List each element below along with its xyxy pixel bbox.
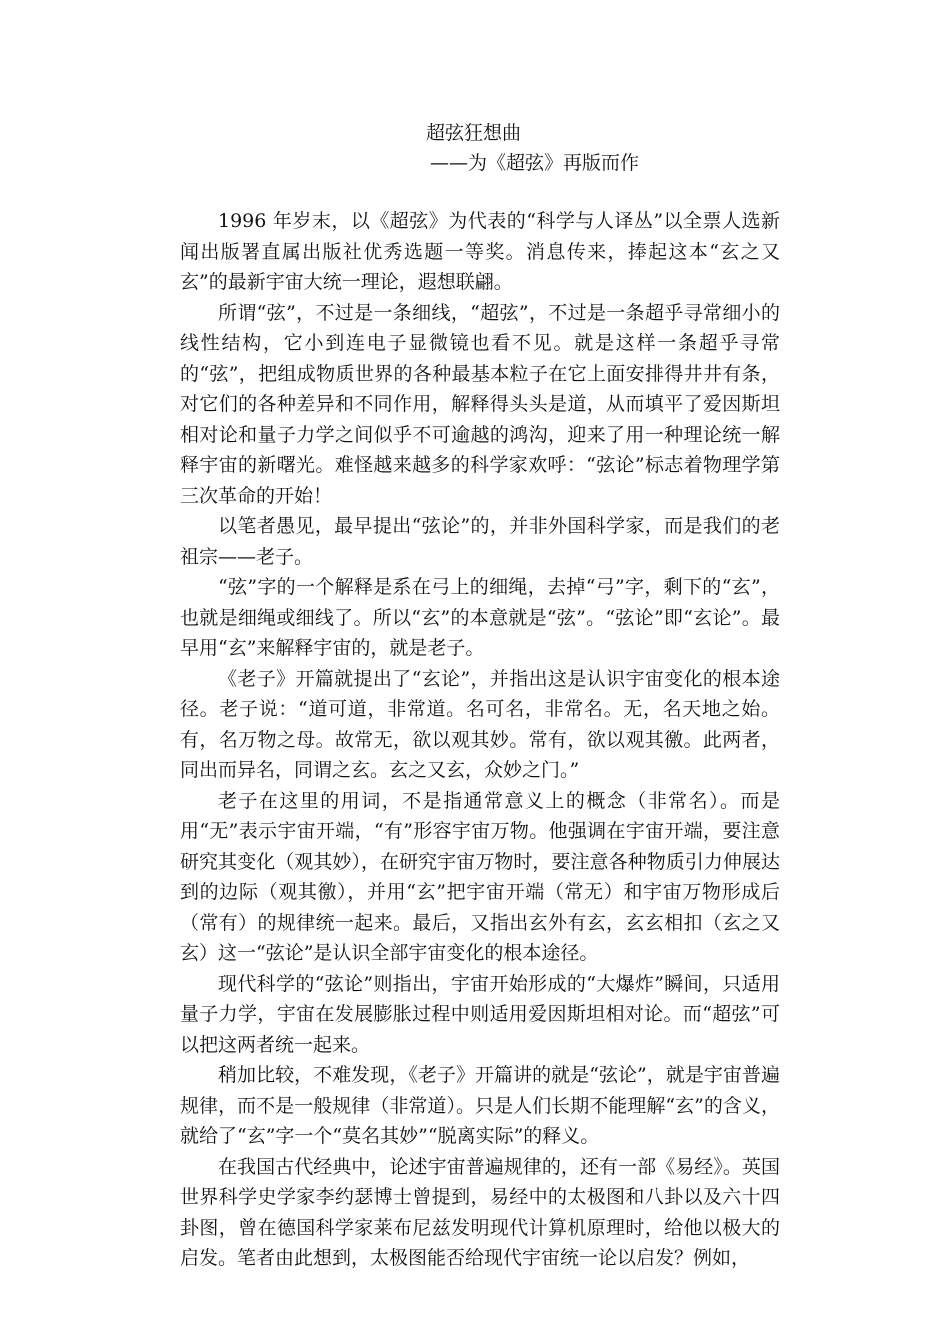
paragraph-6: 老子在这里的用词，不是指通常意义上的概念（非常名）。而是用“无”表示宇宙开端，“有”形容宇宙万物。他强调在宇宙开端，要注意研究其变化（观其妙），在研究宇宙万物时，要注意各种物质引力伸展达到的边际（观其徼），并用“玄”把宇宙开端（常无）和宇宙万物形成后（常有）的规律统一起来。最后，又指出玄外有玄，玄玄相扣（玄之又玄）这一“弦论”是认识全部宇宙变化的根本途径。 [180, 789, 780, 964]
document-subtitle: ——为《超弦》再版而作 [430, 152, 640, 174]
paragraph-5: 《老子》开篇就提出了“玄论”，并指出这是认识宇宙变化的根本途径。老子说：“道可道，非常道。名可名，非常名。无，名天地之始。有，名万物之母。故常无，欲以观其妙。常有，欲以观其徼。此两者，同出而异名，同谓之玄。玄之又玄，众妙之门。” [180, 667, 780, 781]
document-title: 超弦狂想曲 [426, 122, 522, 144]
paragraph-4: “弦”字的一个解释是系在弓上的细绳，去掉“弓”字，剩下的“玄”，也就是细绳或细线了。所以“玄”的本意就是“弦”。“弦论”即“玄论”。最早用“玄”来解释宇宙的，就是老子。 [180, 576, 780, 659]
document-body [180, 206, 780, 1274]
paragraph-9: 在我国古代经典中，论述宇宙普遍规律的，还有一部《易经》。英国世界科学史学家李约瑟博士曾提到，易经中的太极图和八卦以及六十四卦图，曾在德国科学家莱布尼兹发明现代计算机原理时，给他以极大的启发。笔者由此想到，太极图能否给现代宇宙统一论以启发？例如， [180, 1155, 780, 1269]
paragraph-1: 1996 年岁末，以《超弦》为代表的“科学与人译丛”以全票人选新闻出版署直属出版社优秀选题一等奖。消息传来，捧起这本“玄之又玄”的最新宇宙大统一理论，遐想联翩。 [180, 210, 780, 293]
paragraph-3: 以笔者愚见，最早提出“弦论”的，并非外国科学家，而是我们的老祖宗——老子。 [180, 515, 780, 568]
paragraph-7: 现代科学的“弦论”则指出，宇宙开始形成的“大爆炸”瞬间，只适用量子力学，宇宙在发展膨胀过程中则适用爱因斯坦相对论。而“超弦”可以把这两者统一起来。 [180, 972, 780, 1056]
paragraph-2: 所谓“弦”，不过是一条细线，“超弦”，不过是一条超乎寻常细小的线性结构，它小到连电子显微镜也看不见。就是这样一条超乎寻常的“弦”，把组成物质世界的各种最基本粒子在它上面安排得井井有条，对它们的各种差异和不同作用，解释得头头是道，从而填平了爱因斯坦相对论和量子力学之间似乎不可逾越的鸿沟，迎来了用一种理论统一解释宇宙的新曙光。难怪越来越多的科学家欢呼：“弦论”标志着物理学第三次革命的开始！ [180, 301, 780, 507]
paragraph-8: 稍加比较，不难发现，《老子》开篇讲的就是“弦论”，就是宇宙普遍规律，而不是一般规律（非常道）。只是人们长期不能理解“玄”的含义，就给了“玄”字一个“莫名其妙”“脱离实际”的释义。 [180, 1064, 780, 1147]
